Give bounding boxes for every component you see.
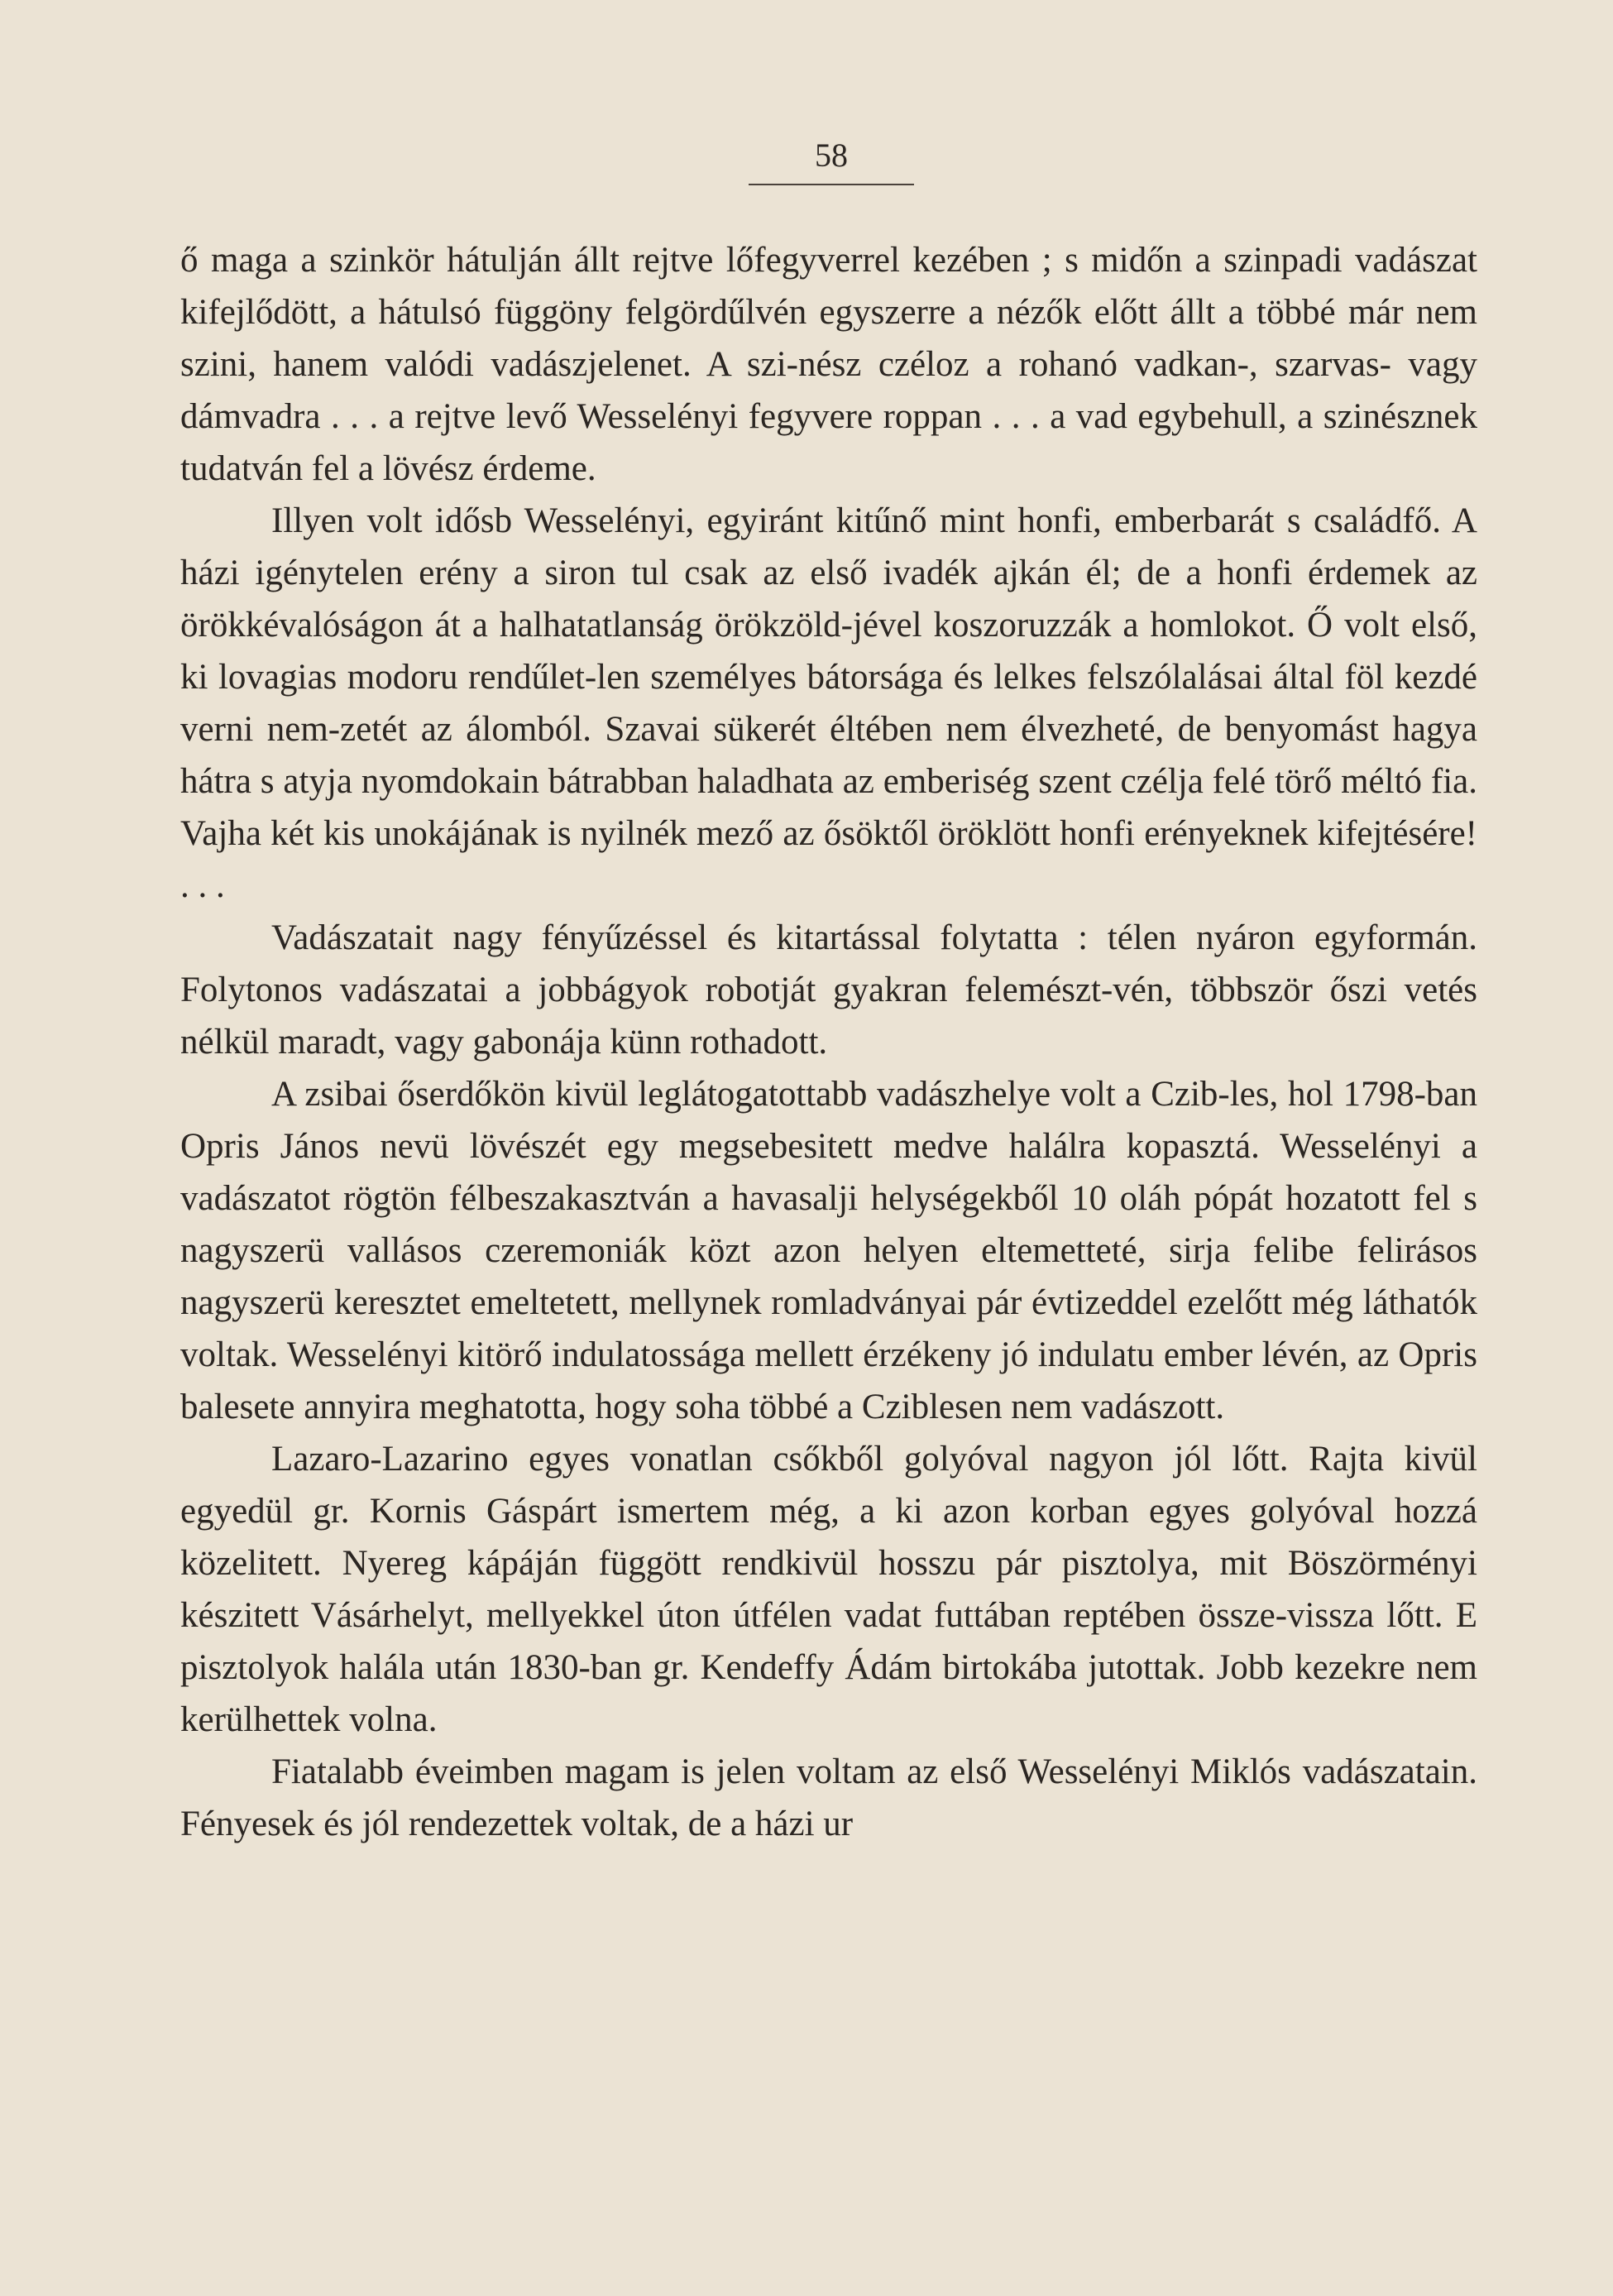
paragraph-1: ő maga a szinkör hátulján állt rejtve lőfegyverrel kezében ; s midőn a szinpadi vadászat kifejlődött, a hátulsó függöny felgördűlvén egyszerre a nézők előtt állt a többé már nem szini, hanem valódi vadászjelenet. A szi-nész czéloz a rohanó vadkan-, szarvas- vagy dámvadra . . . a rejtve levő Wesselényi fegyvere roppan . . . a vad egybehull, a szinésznek tudatván fel a lövész érdeme. [180,241,1477,488]
page-number: 58 [815,137,848,174]
body-text [180,234,1477,1850]
paragraph-4: A zsibai őserdőkön kivül leglátogatottabb vadászhelye volt a Czib-les, hol 1798-ban Opris János nevü lövészét egy megsebesitett medve halálra kopasztá. Wesselényi a vadászatot rögtön félbeszakasztván a havasalji helységekből 10 oláh pópát hozatott fel s nagyszerü vallásos czeremoniák közt azon helyen eltemetteté, sirja felibe felirásos nagyszerü keresztet emeltetett, mellynek romladványai pár évtizeddel ezelőtt még láthatók voltak. Wesselényi kitörő indulatossága mellett érzékeny jó indulatu ember lévén, az Opris balesete annyira meghatotta, hogy soha többé a Cziblesen nem vadászott. [180,1075,1477,1426]
paragraph-5: Lazaro-Lazarino egyes vonatlan csőkből golyóval nagyon jól lőtt. Rajta kivül egyedül gr. Kornis Gáspárt ismertem még, a ki azon korban egyes golyóval hozzá közelitett. Nyereg kápáján függött rendkivül hosszu pár pisztolya, mit Böszörményi készitett Vásárhelyt, mellyekkel úton útfélen vadat futtában reptében össze-vissza lőtt. E pisztolyok halála után 1830-ban gr. Kendeffy Ádám birtokába jutottak. Jobb kezekre nem kerülhettek volna. [180,1440,1477,1739]
paragraph-3: Vadászatait nagy fényűzéssel és kitartással folytatta : télen nyáron egyformán. Folytonos vadászatai a jobbágyok robotját gyakran felemészt-vén, többször őszi vetés nélkül maradt, vagy gabonája künn rothadott. [180,918,1477,1062]
page-number-rule [749,184,914,185]
paragraph-2: Illyen volt idősb Wesselényi, egyiránt kitűnő mint honfi, emberbarát s családfő. A házi igénytelen erény a siron tul csak az első ivadék ajkán él; de a honfi érdemek az örökkévalóságon át a halhatatlanság örökzöld-jével koszoruzzák a homlokot. Ő volt első, ki lovagias modoru rendűlet-len személyes bátorsága és lelkes felszólalásai által föl kezdé verni nem-zetét az álomból. Szavai sükerét éltében nem élvezheté, de benyomást hagya hátra s atyja nyomdokain bátrabban haladhata az emberiség szent czélja felé törő méltó fia. Vajha két kis unokájának is nyilnék mező az ősöktől öröklött honfi erényeknek kifejtésére! . . . [180,501,1477,905]
paragraph-6: Fiatalabb éveimben magam is jelen voltam az első Wesselényi Miklós vadászatain. Fényesek és jól rendezettek voltak, de a házi ur [180,1752,1477,1843]
